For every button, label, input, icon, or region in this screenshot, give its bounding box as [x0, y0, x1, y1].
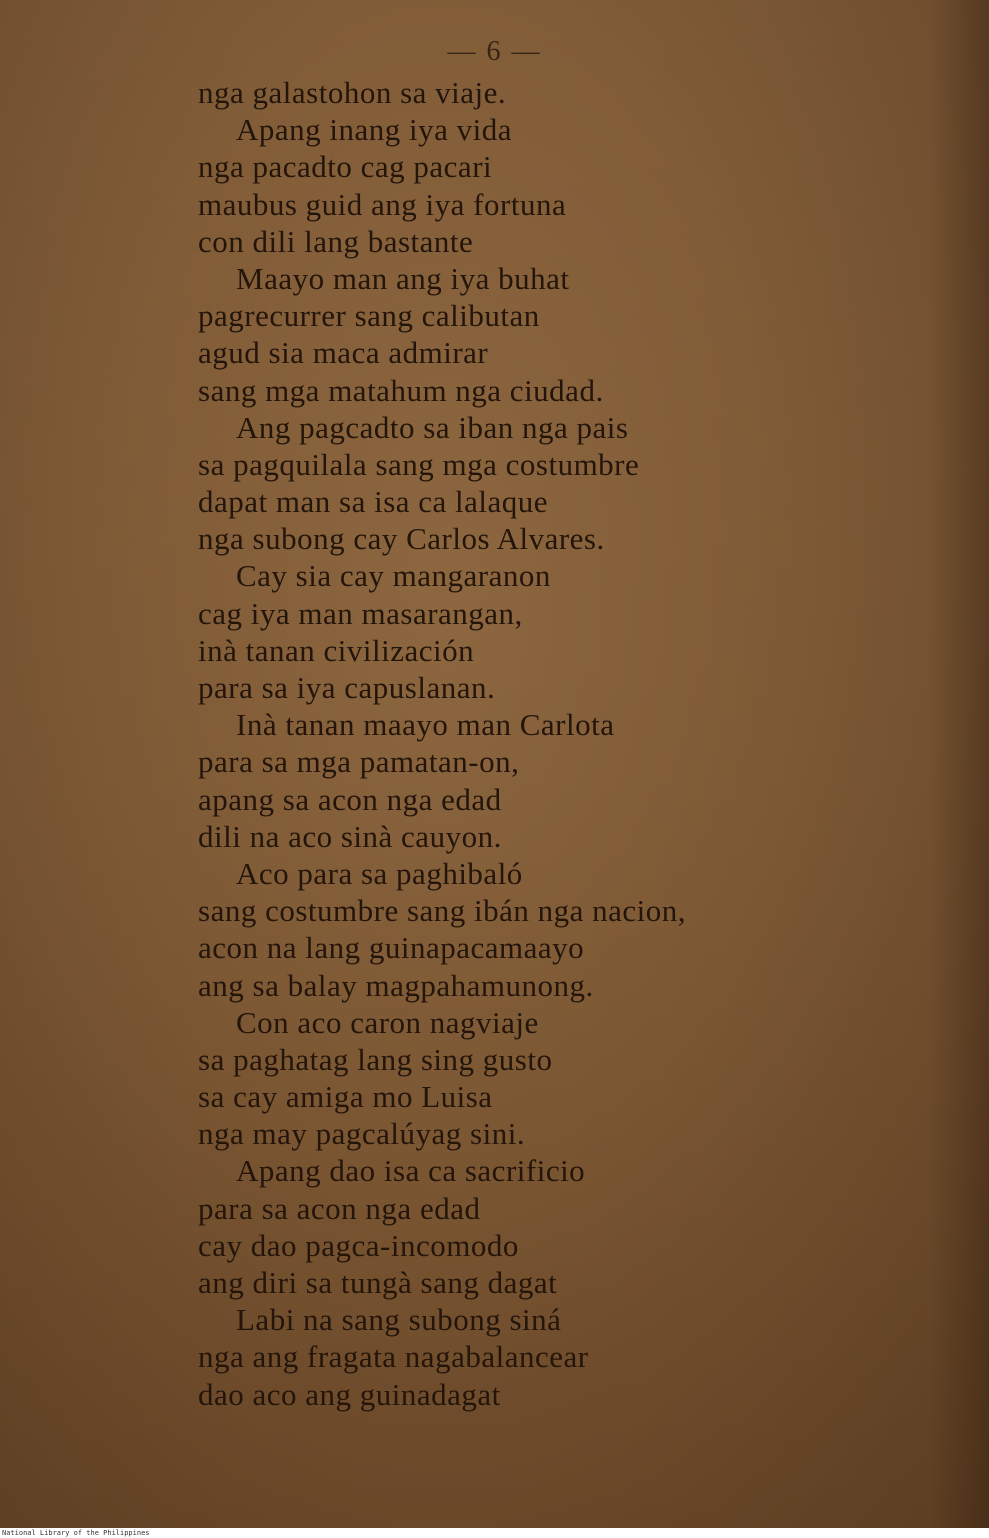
poem-line: dili na aco sinà cauyon. — [198, 818, 502, 854]
poem-line: dapat man sa isa ca lalaque — [198, 484, 549, 520]
poem-line: para sa mga pamatan-on, — [198, 744, 520, 780]
poem-line: dao aco ang guinadagat — [198, 1376, 501, 1412]
poem-line: Con aco caron nagviaje — [236, 1004, 539, 1040]
poem-line: Apang inang iya vida — [236, 112, 513, 148]
poem-line: sang costumbre sang ibán nga nacion, — [198, 893, 687, 929]
poem-line: Ang pagcadto sa iban nga pais — [236, 409, 629, 445]
poem-line: Maayo man ang iya buhat — [236, 260, 570, 296]
poem-line: con dili lang bastante — [198, 223, 474, 259]
poem-line: maubus guid ang iya fortuna — [198, 186, 567, 222]
poem-line: para sa iya capuslanan. — [198, 670, 496, 705]
poem-line: sang mga matahum nga ciudad. — [198, 372, 604, 408]
poem-line: Inà tanan maayo man Carlota — [236, 707, 615, 743]
poem-line: Apang dao isa ca sacrificio — [236, 1153, 586, 1189]
poem-line: sa cay amiga mo Luisa — [198, 1079, 493, 1115]
poem-line: pagrecurrer sang calibutan — [198, 298, 540, 334]
footer-credit: National Library of the Philippines — [0, 1528, 989, 1538]
poem-line: agud sia maca admirar — [198, 335, 489, 371]
poem-line: cay dao pagca-incomodo — [198, 1227, 519, 1263]
poem-line: Aco para sa paghibaló — [236, 855, 523, 891]
poem-line: inà tanan civilización — [198, 632, 475, 668]
poem-text — [198, 74, 898, 1413]
poem-line: nga galastohon sa viaje. — [198, 75, 507, 110]
poem-line: ang diri sa tungà sang dagat — [198, 1265, 558, 1300]
poem-line: nga subong cay Carlos Alvares. — [198, 521, 605, 557]
poem-line: nga pacadto cag pacari — [198, 149, 493, 185]
poem-line: para sa acon nga edad — [198, 1190, 481, 1226]
poem-line: nga ang fragata nagabalancear — [198, 1339, 589, 1375]
poem-line: cag iya man masarangan, — [198, 595, 523, 631]
poem-line: acon na lang guinapacamaayo — [198, 930, 585, 966]
poem-line: apang sa acon nga edad — [198, 781, 502, 817]
poem-line: Cay sia cay mangaranon — [236, 558, 551, 594]
poem-line: ang sa balay magpahamunong. — [198, 967, 594, 1003]
poem-line: nga may pagcalúyag sini. — [198, 1116, 526, 1152]
page-number: — 6 — — [447, 36, 542, 67]
poem-line: sa paghatag lang sing gusto — [198, 1041, 553, 1077]
poem-line: sa pagquilala sang mga costumbre — [198, 446, 640, 482]
poem-line: Labi na sang subong siná — [236, 1302, 562, 1338]
